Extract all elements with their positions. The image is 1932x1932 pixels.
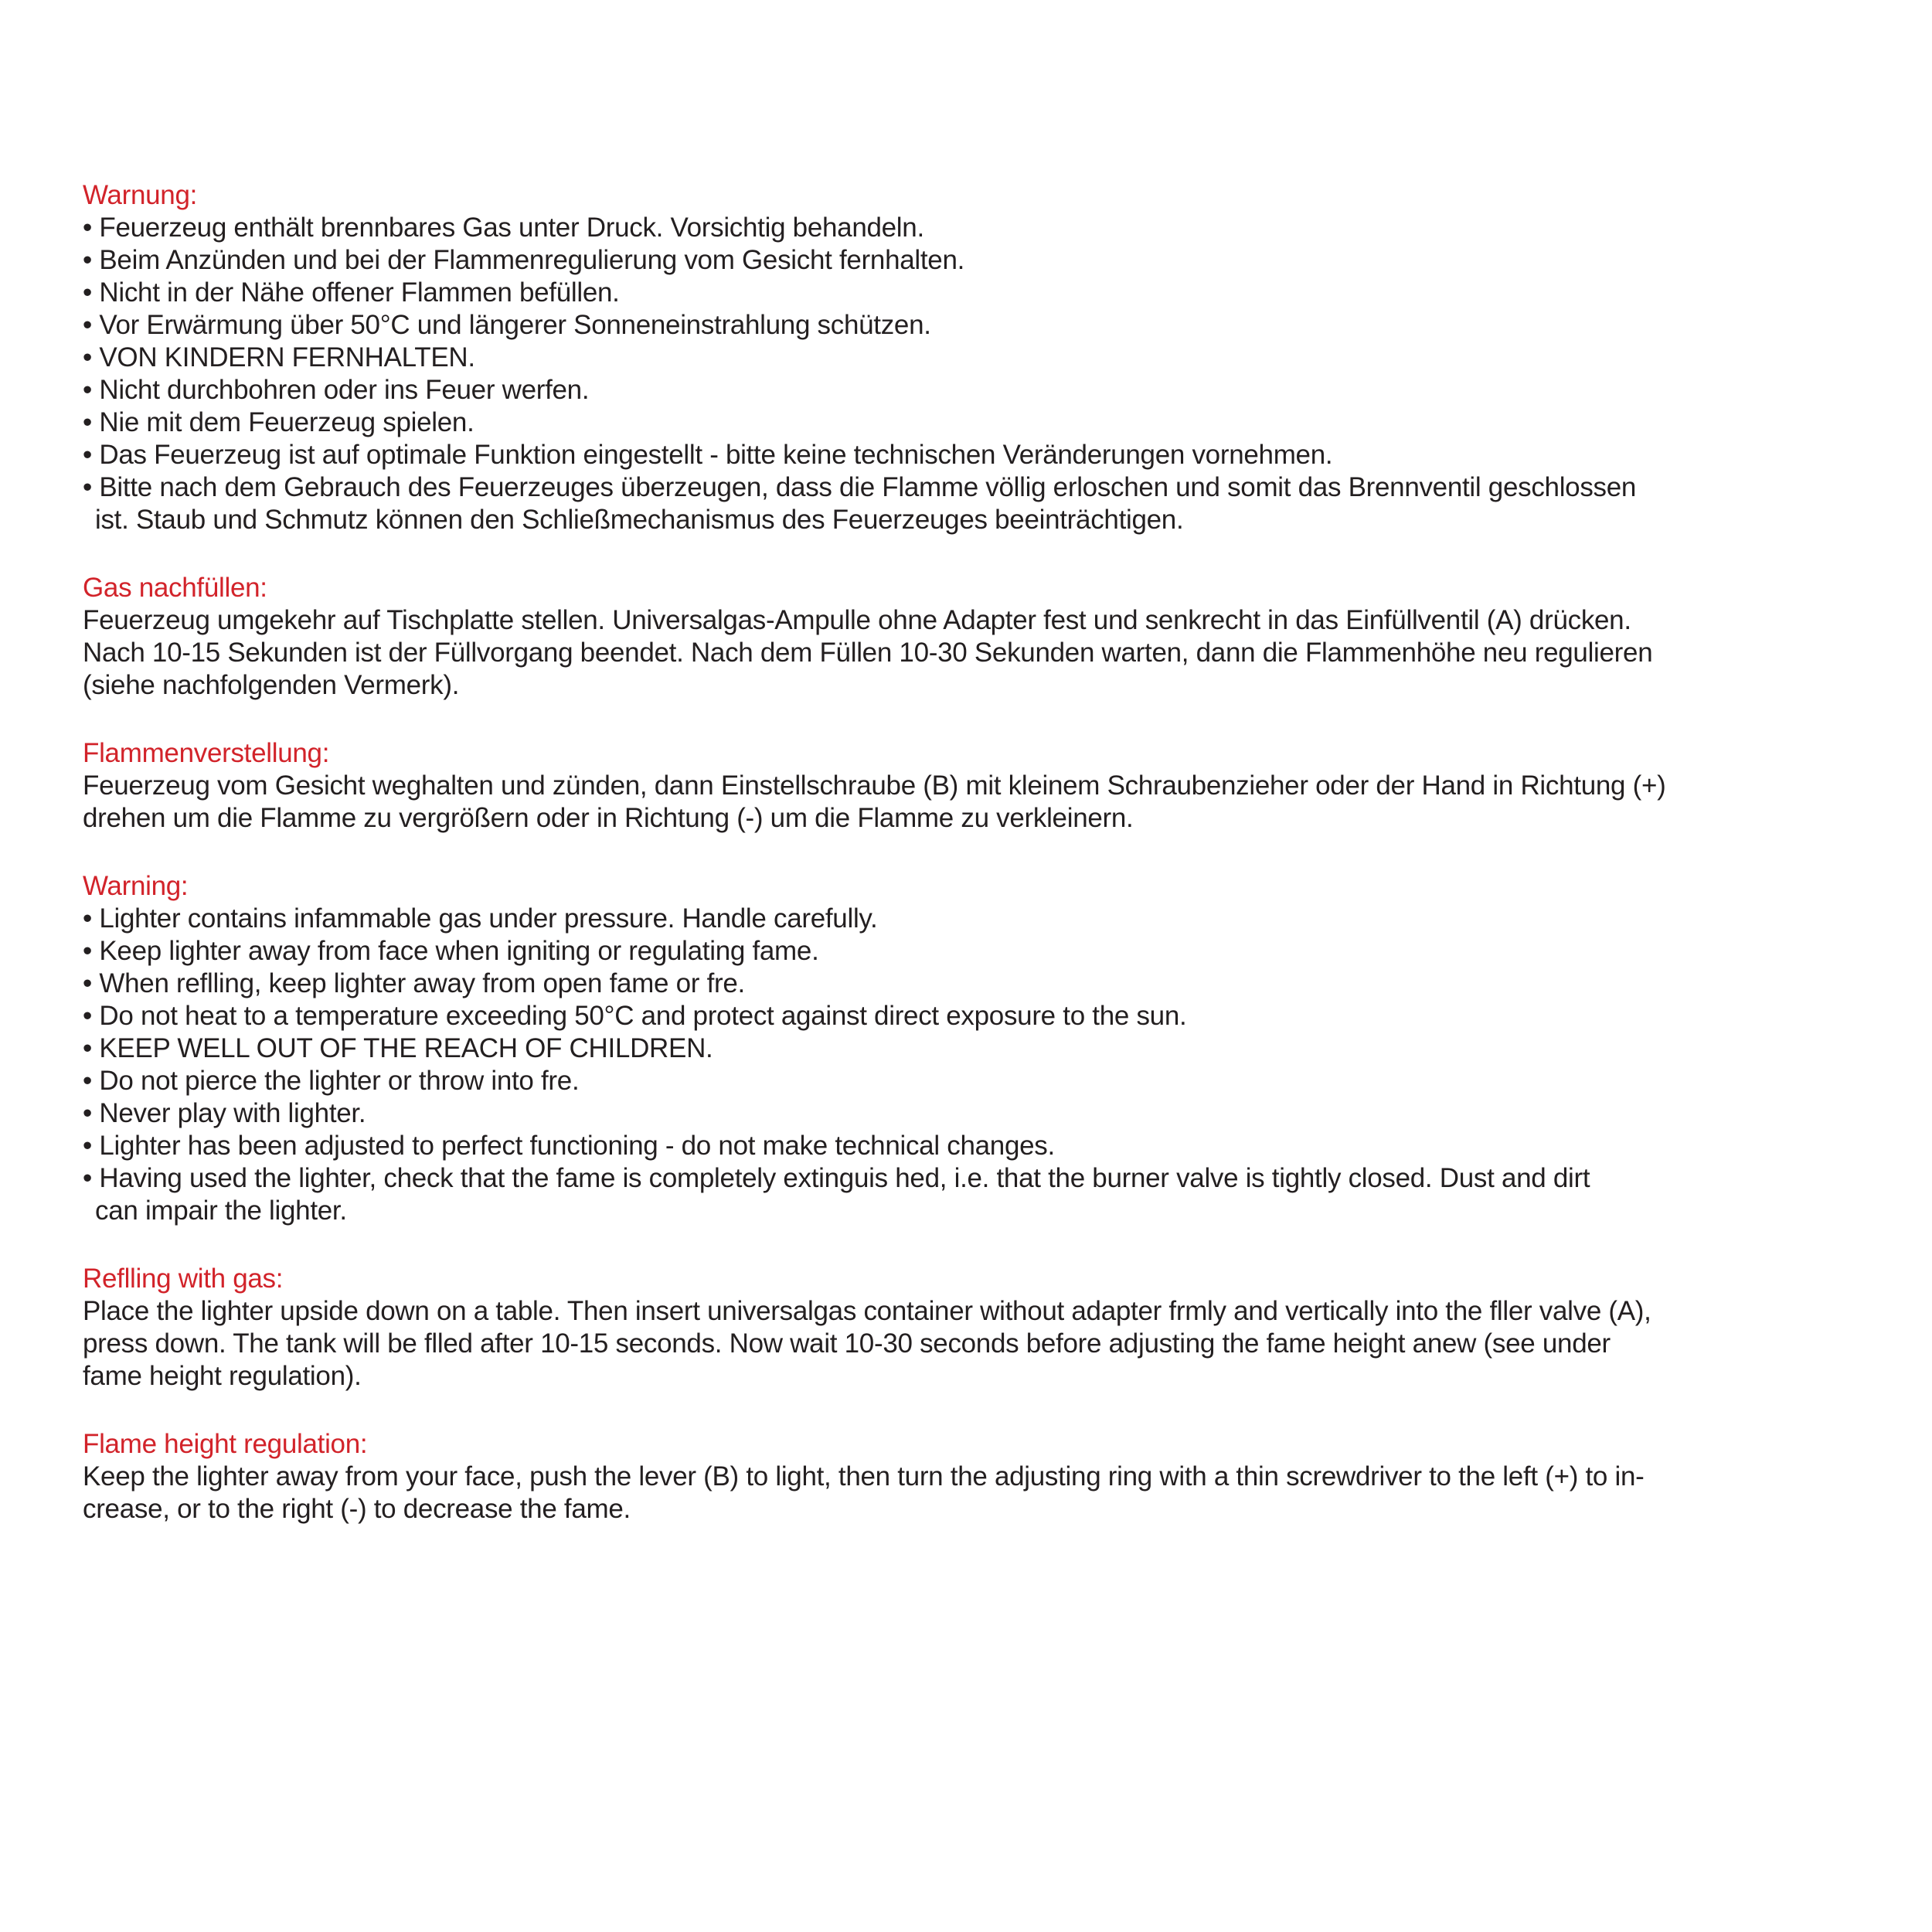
section-heading-flammenverstellung: Flammenverstellung:	[83, 738, 330, 768]
section-heading-gas-nachfuellen: Gas nachfüllen:	[83, 573, 267, 603]
text-line: fame height regulation).	[83, 1361, 362, 1391]
text-line: • Keep lighter away from face when igniting or regulating fame.	[83, 936, 819, 966]
text-line: crease, or to the right (-) to decrease the fame.	[83, 1494, 631, 1524]
text-line: Nach 10-15 Sekunden ist der Füllvorgang beendet. Nach dem Füllen 10-30 Sekunden warten, dann die Flammenhöhe neu regulieren	[83, 638, 1653, 668]
section-gas-nachfuellen	[83, 572, 1876, 702]
text-line: • Das Feuerzeug ist auf optimale Funktion eingestellt - bitte keine technischen Veränderungen vornehmen.	[83, 440, 1333, 470]
text-line: Feuerzeug umgekehr auf Tischplatte stellen. Universalgas-Ampulle ohne Adapter fest und senkrecht in das Einfüllventil (A) drücken.	[83, 605, 1631, 635]
section-heading-flame-height-regulation: Flame height regulation:	[83, 1429, 368, 1459]
text-line: • VON KINDERN FERNHALTEN.	[83, 342, 475, 372]
section-flammenverstellung	[83, 737, 1876, 835]
text-line: • Having used the lighter, check that the fame is completely extinguis hed, i.e. that the burner valve is tightly closed. Dust and dirt	[83, 1163, 1590, 1193]
text-line: • Vor Erwärmung über 50°C und längerer Sonneneinstrahlung schützen.	[83, 310, 931, 340]
text-line: • Lighter contains infammable gas under pressure. Handle carefully.	[83, 903, 878, 934]
text-line: Keep the lighter away from your face, push the lever (B) to light, then turn the adjusting ring with a thin screwdriver to the left (+) to in-	[83, 1461, 1645, 1492]
text-line: • Never play with lighter.	[83, 1098, 366, 1128]
text-line-continuation: ist. Staub und Schmutz können den Schließmechanismus des Feuerzeuges beeinträchtigen.	[95, 505, 1184, 535]
text-line: • Beim Anzünden und bei der Flammenregulierung vom Gesicht fernhalten.	[83, 245, 965, 275]
section-heading-refilling-with-gas: Reflling with gas:	[83, 1264, 284, 1294]
text-line: • Do not pierce the lighter or throw into fre.	[83, 1066, 580, 1096]
section-refilling-with-gas	[83, 1263, 1876, 1393]
text-line: • Lighter has been adjusted to perfect functioning - do not make technical changes.	[83, 1131, 1055, 1161]
section-warnung-de	[83, 179, 1876, 536]
text-line-continuation: can impair the lighter.	[95, 1196, 347, 1226]
text-line: (siehe nachfolgenden Vermerk).	[83, 670, 460, 700]
text-line: • Do not heat to a temperature exceeding 50°C and protect against direct exposure to the sun.	[83, 1001, 1187, 1031]
text-line: • Nie mit dem Feuerzeug spielen.	[83, 407, 474, 437]
section-flame-height-regulation	[83, 1428, 1876, 1526]
section-heading-warning-en: Warning:	[83, 871, 189, 901]
text-line: • When reflling, keep lighter away from open fame or fre.	[83, 968, 745, 998]
section-heading-warnung-de: Warnung:	[83, 180, 198, 210]
text-line: • Nicht in der Nähe offener Flammen befüllen.	[83, 277, 620, 308]
text-line: • Feuerzeug enthält brennbares Gas unter Druck. Vorsichtig behandeln.	[83, 213, 924, 243]
instruction-text-block	[83, 179, 1876, 1526]
section-warning-en	[83, 870, 1876, 1227]
text-line: Feuerzeug vom Gesicht weghalten und zünden, dann Einstellschraube (B) mit kleinem Schraubenzieher oder der Hand in Richtung (+)	[83, 770, 1666, 801]
text-line: • Bitte nach dem Gebrauch des Feuerzeuges überzeugen, dass die Flamme völlig erloschen und somit das Brennventil geschlossen	[83, 472, 1637, 502]
text-line: • Nicht durchbohren oder ins Feuer werfen.	[83, 375, 590, 405]
text-line: • KEEP WELL OUT OF THE REACH OF CHILDREN.	[83, 1033, 713, 1063]
text-line: press down. The tank will be flled after 10-15 seconds. Now wait 10-30 seconds before adjusting the fame height anew (see under	[83, 1328, 1611, 1359]
text-line: drehen um die Flamme zu vergrößern oder in Richtung (-) um die Flamme zu verkleinern.	[83, 803, 1134, 833]
text-line: Place the lighter upside down on a table. Then insert universalgas container without adapter frmly and vertically into the fller valve (A),	[83, 1296, 1651, 1326]
